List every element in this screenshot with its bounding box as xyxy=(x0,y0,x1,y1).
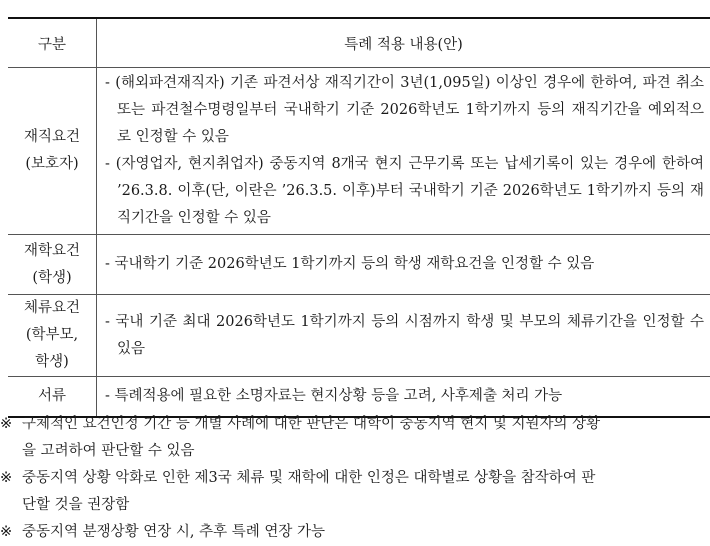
header-category: 구분 xyxy=(8,18,97,68)
content-item: - (자영업자, 현지취업자) 중동지역 8개국 현지 근무기록 또는 납세기록이 있는 경우에 한하여 ’26.3.8. 이후(단, 이란은 ’26.3.5. 이후)부터 국내학기 기준 2026학년도 1학기까지 등의 재직기간을 인정할 수 있음 xyxy=(105,156,704,226)
content-item: - 국내학기 기준 2026학년도 1학기까지 등의 학생 재학요건을 인정할 수 있음 xyxy=(105,256,595,272)
reference-mark: ※ xyxy=(0,470,13,486)
footnote-text: 중동지역 상황 악화로 인한 제3국 체류 및 재학에 대한 인정은 대학별로 상황을 참작하여 판 xyxy=(22,470,596,486)
table-header-row xyxy=(8,18,710,68)
special-provisions-table xyxy=(8,17,710,418)
footnote-item xyxy=(0,411,710,465)
reference-mark: ※ xyxy=(0,416,13,432)
category-label: 서류 xyxy=(37,388,66,404)
content-cell-enrollment xyxy=(97,235,710,295)
footnote-text-cont: 단할 것을 권장함 xyxy=(22,497,130,513)
header-content: 특례 적용 내용(안) xyxy=(97,18,710,68)
footnotes xyxy=(0,411,710,546)
category-label: 재학요건 xyxy=(23,242,81,259)
table-row xyxy=(8,235,710,295)
category-cell-employment xyxy=(8,68,97,235)
category-cell-residence xyxy=(8,295,97,377)
category-sublabel: 학생) xyxy=(35,354,69,370)
category-sublabel: (보호자) xyxy=(25,156,79,172)
table-row xyxy=(8,68,710,235)
content-item: - 특례적용에 필요한 소명자료는 현지상황 등을 고려, 사후제출 처리 가능 xyxy=(105,388,563,404)
footnote-text: 중동지역 분쟁상황 연장 시, 추후 특례 연장 가능 xyxy=(22,524,326,540)
reference-mark: ※ xyxy=(0,524,13,540)
category-label: 재직요건 xyxy=(23,129,81,145)
category-label: 체류요건 xyxy=(23,300,81,316)
content-cell-residence xyxy=(97,295,710,377)
footnote-text: 구체적인 요건인정 기간 등 개별 사례에 대한 판단은 대학이 중동지역 현지 및 지원자의 상황 xyxy=(22,416,601,432)
category-sublabel: (학부모, xyxy=(25,327,79,343)
content-item: - 국내 기준 최대 2026학년도 1학기까지 등의 시점까지 학생 및 부모의 체류기간을 인정할 수 있음 xyxy=(105,313,704,357)
content-item: - (해외파견재직자) 기존 파견서상 재직기간이 3년(1,095일) 이상인 경우에 한하여, 파견 취소 또는 파견철수명령일부터 국내학기 기준 2026학년도 1학기까지 등의 재직기간을 예외적으로 인정할 수 있음 xyxy=(105,75,704,145)
content-cell-employment xyxy=(97,68,710,235)
footnote-item xyxy=(0,519,710,546)
category-cell-enrollment xyxy=(8,235,97,295)
footnote-item xyxy=(0,465,710,519)
category-sublabel: (학생) xyxy=(32,269,72,286)
footnote-text-cont: 을 고려하여 판단할 수 있음 xyxy=(22,443,195,459)
table-row xyxy=(8,295,710,377)
